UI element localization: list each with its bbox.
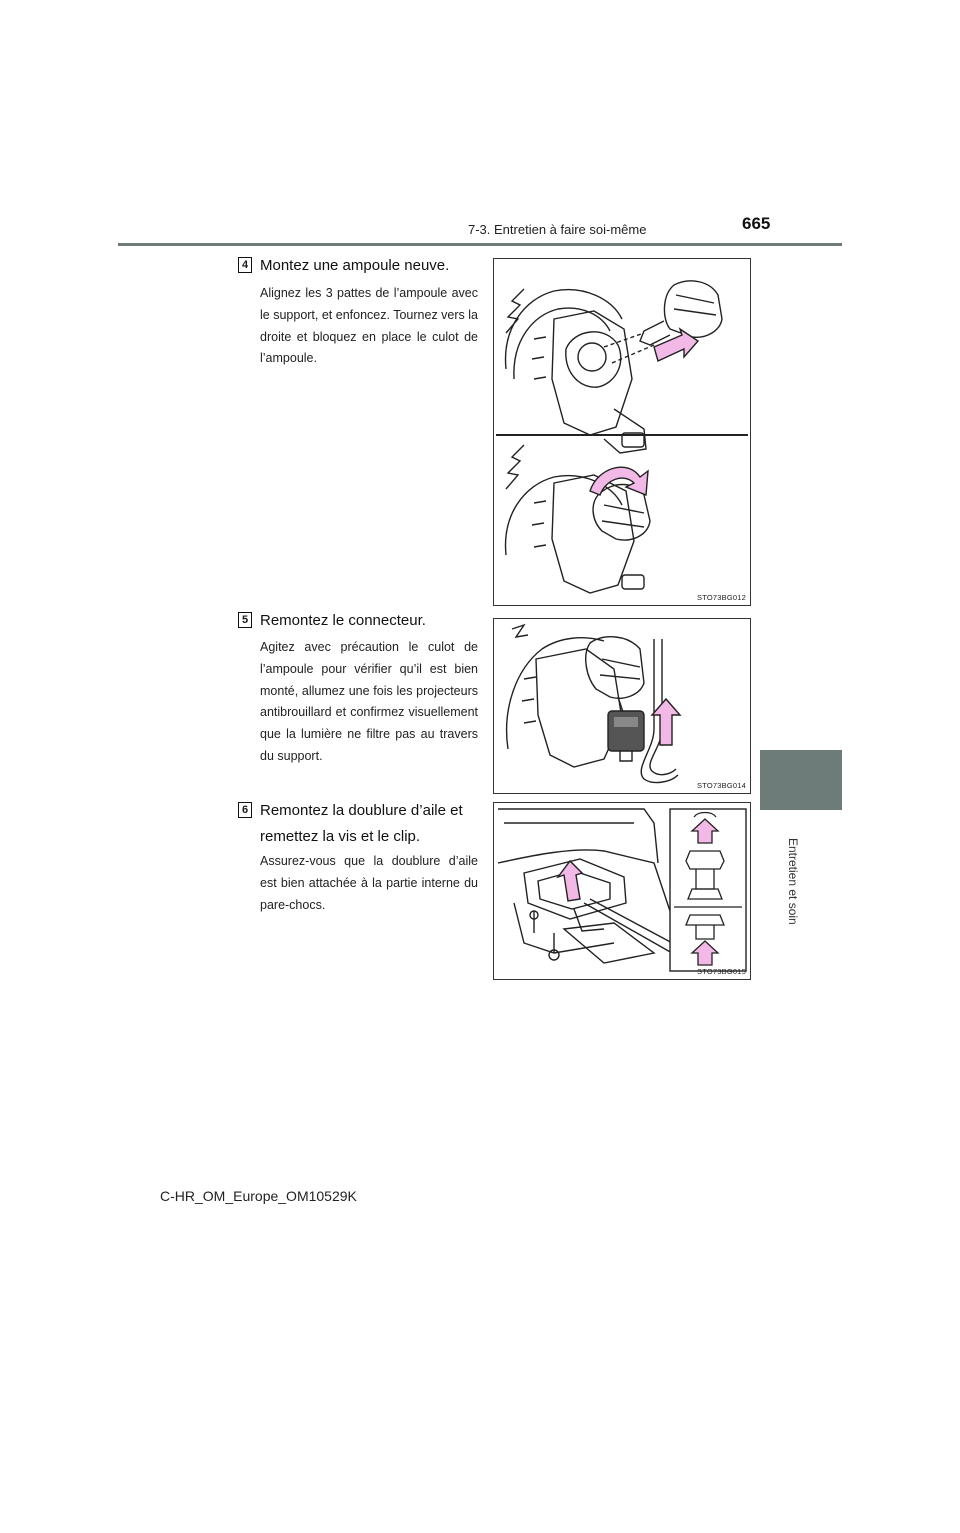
step-4-body: Alignez les 3 pattes de l’ampoule avec le support, et enfoncez. Tournez vers la droite et bloquez en place le culot de l’ampoule. bbox=[260, 286, 478, 366]
page-number: 665 bbox=[742, 214, 771, 233]
figure-code: STO73BG012 bbox=[697, 593, 746, 602]
step-6-body: Assurez-vous que la doublure d’aile est bien attachée à la partie interne du pare-chocs. bbox=[260, 854, 478, 912]
chapter-title: Entretien et soin bbox=[786, 838, 800, 925]
section-title: 7-3. Entretien à faire soi-même bbox=[468, 222, 647, 237]
document-id: C-HR_OM_Europe_OM10529K bbox=[160, 1188, 357, 1204]
step-5-body: Agitez avec précaution le culot de l’ampoule pour vérifier qu’il est bien monté, allumez une fois les projecteurs antibrouillard et confirmez visuellement que la lumière ne filtre pas au travers du support. bbox=[260, 640, 478, 763]
figure-code: STO73BG014 bbox=[697, 781, 746, 790]
step-4-badge: 4 bbox=[238, 257, 252, 273]
connector-illustration bbox=[494, 619, 750, 793]
figure-code: STO73BG015 bbox=[697, 967, 746, 976]
step-6-title: Remontez la doublure d’aile et remettez la vis et le clip. bbox=[260, 802, 463, 845]
fender-liner-illustration bbox=[494, 803, 750, 979]
figure-connector bbox=[493, 618, 751, 794]
figure-install-bulb bbox=[493, 258, 751, 606]
step-5-badge: 5 bbox=[238, 612, 252, 628]
step-4-title: Montez une ampoule neuve. bbox=[260, 257, 450, 274]
chapter-number: 7 bbox=[797, 1518, 805, 1533]
step-6-badge: 6 bbox=[238, 802, 252, 818]
header-divider bbox=[118, 243, 842, 246]
step-5-title: Remontez le connecteur. bbox=[260, 612, 426, 629]
figure-fender-liner bbox=[493, 802, 751, 980]
bulb-install-illustration bbox=[494, 259, 750, 605]
